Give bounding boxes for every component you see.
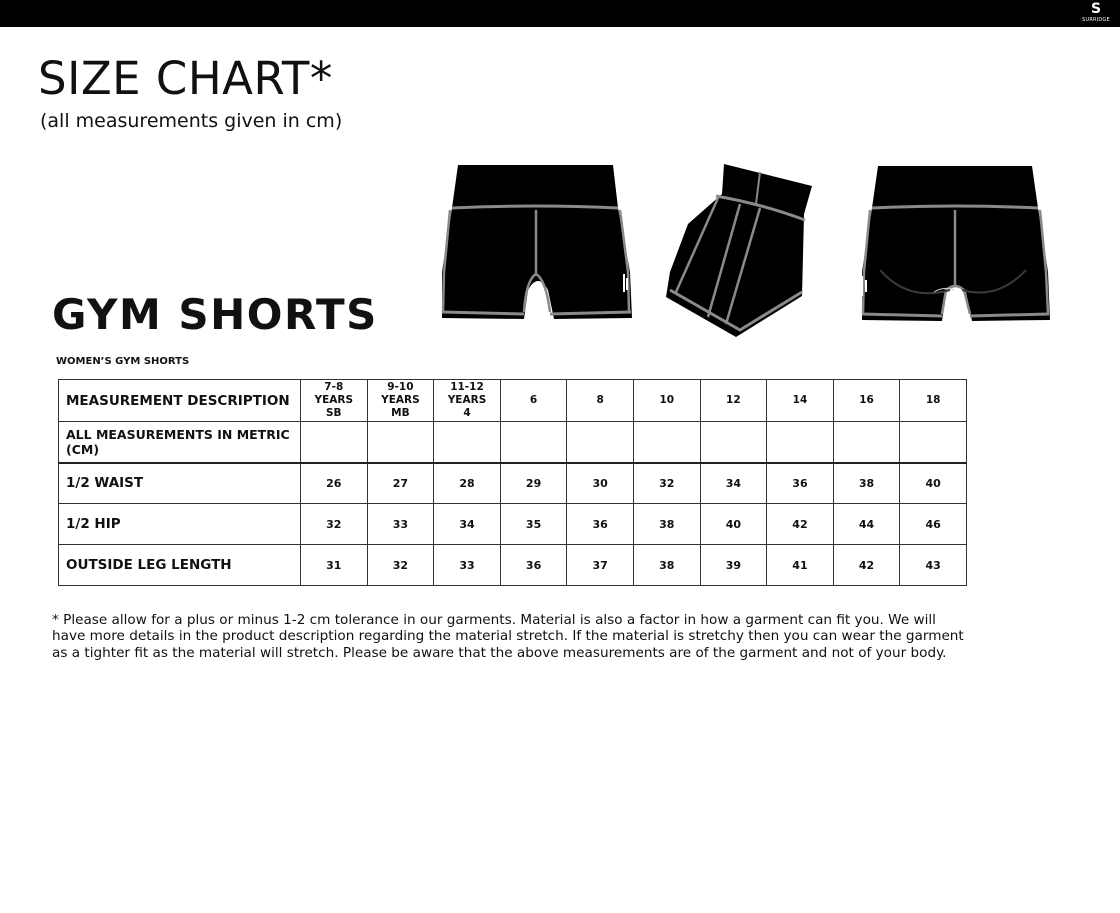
table-cell: 40 — [900, 463, 967, 504]
metric-note: ALL MEASUREMENTS IN METRIC (CM) — [59, 422, 301, 463]
top-bar — [0, 0, 1120, 27]
size-header: 9-10 YEARS MB — [367, 380, 434, 422]
empty-cell — [633, 422, 700, 463]
table-cell: 32 — [633, 463, 700, 504]
table-cell: 29 — [500, 463, 567, 504]
brand-name: SURRIDGE — [1082, 17, 1110, 23]
empty-cell — [434, 422, 501, 463]
size-header: 12 — [700, 380, 767, 422]
empty-cell — [301, 422, 368, 463]
brand-mark: S — [1090, 1, 1102, 17]
table-cell: 27 — [367, 463, 434, 504]
table-row-leg-length — [59, 545, 967, 586]
empty-cell — [700, 422, 767, 463]
table-cell: 35 — [500, 504, 567, 545]
table-cell: 37 — [567, 545, 634, 586]
table-cell: 33 — [434, 545, 501, 586]
table-cell: 30 — [567, 463, 634, 504]
table-cell: 38 — [633, 545, 700, 586]
table-cell: 32 — [367, 545, 434, 586]
table-cell: 42 — [833, 545, 900, 586]
table-cell: 38 — [833, 463, 900, 504]
table-cell: 34 — [434, 504, 501, 545]
table-cell: 43 — [900, 545, 967, 586]
empty-cell — [900, 422, 967, 463]
product-title: GYM SHORTS — [52, 290, 378, 339]
table-cell: 46 — [900, 504, 967, 545]
table-cell: 36 — [567, 504, 634, 545]
empty-cell — [767, 422, 834, 463]
table-cell: 39 — [700, 545, 767, 586]
size-header: 8 — [567, 380, 634, 422]
table-cell: 31 — [301, 545, 368, 586]
size-header: 7-8 YEARS SB — [301, 380, 368, 422]
page-title: SIZE CHART* — [38, 52, 333, 105]
table-cell: 42 — [767, 504, 834, 545]
empty-cell — [367, 422, 434, 463]
table-cell: 28 — [434, 463, 501, 504]
size-header: 10 — [633, 380, 700, 422]
shorts-front-illustration — [438, 162, 634, 322]
empty-cell — [500, 422, 567, 463]
size-header: 18 — [900, 380, 967, 422]
table-cell: 36 — [767, 463, 834, 504]
table-cell: 38 — [633, 504, 700, 545]
row-label: 1/2 HIP — [59, 504, 301, 545]
size-header: 11-12 YEARS 4 — [434, 380, 501, 422]
disclaimer-text: * Please allow for a plus or minus 1-2 cm tolerance in our garments. Material is also a factor in how a garment can fit you. We will have more details in the product description regarding the material stretch. If the material is stretchy then you can wear the garment as a tighter fit as the material will stretch. Please be aware that the above measurements are of the garment and not of your body. — [52, 612, 964, 661]
shorts-back-illustration — [858, 162, 1054, 326]
size-chart-table — [58, 379, 967, 586]
table-cell: 32 — [301, 504, 368, 545]
table-cell: 34 — [700, 463, 767, 504]
empty-cell — [567, 422, 634, 463]
table-cell: 33 — [367, 504, 434, 545]
row-label: 1/2 WAIST — [59, 463, 301, 504]
table-row-hip — [59, 504, 967, 545]
size-header: 16 — [833, 380, 900, 422]
page-subtitle: (all measurements given in cm) — [40, 110, 343, 132]
empty-cell — [833, 422, 900, 463]
table-cell: 41 — [767, 545, 834, 586]
brand-logo-icon — [1076, 2, 1116, 26]
header-label: MEASUREMENT DESCRIPTION — [59, 380, 301, 422]
row-label: OUTSIDE LEG LENGTH — [59, 545, 301, 586]
table-cell: 40 — [700, 504, 767, 545]
table-caption: WOMEN’S GYM SHORTS — [56, 356, 190, 367]
shorts-side-illustration — [662, 162, 814, 340]
metric-note-row — [59, 422, 967, 463]
table-cell: 26 — [301, 463, 368, 504]
table-header-row — [59, 380, 967, 422]
table-row-waist — [59, 463, 967, 504]
size-header: 14 — [767, 380, 834, 422]
table-cell: 44 — [833, 504, 900, 545]
table-cell: 36 — [500, 545, 567, 586]
size-header: 6 — [500, 380, 567, 422]
